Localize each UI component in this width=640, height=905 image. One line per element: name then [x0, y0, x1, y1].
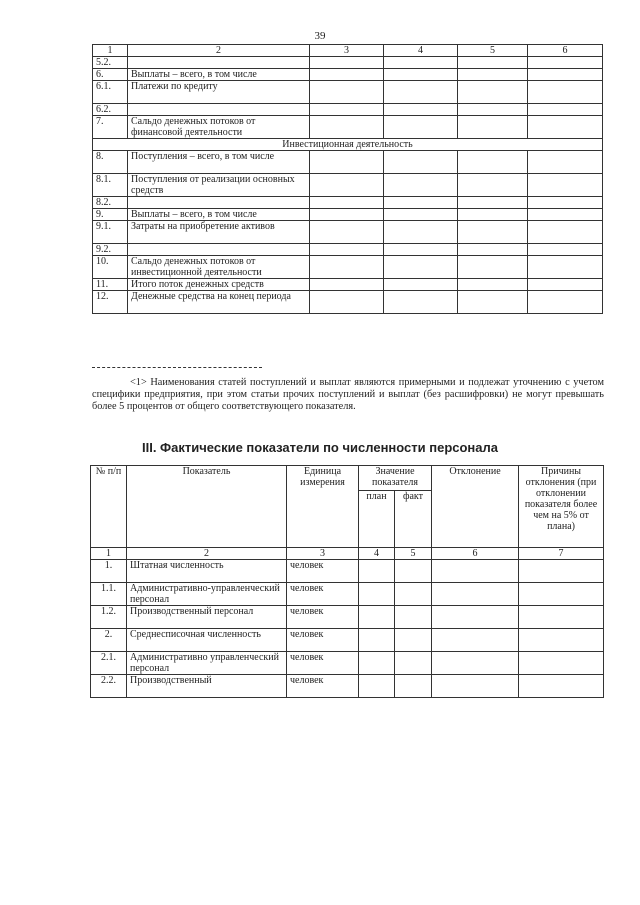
- table-row: [91, 675, 604, 698]
- row-number: 1.1.: [91, 583, 127, 606]
- row-name: Поступления – всего, в том числе: [128, 151, 310, 174]
- col-number: 2: [127, 548, 287, 560]
- table-row: [93, 197, 603, 209]
- row-name: Выплаты – всего, в том числе: [128, 69, 310, 81]
- row-number: 11.: [93, 279, 128, 291]
- row-name: Затраты на приобретение активов: [128, 221, 310, 244]
- table-row: [93, 151, 603, 174]
- row-unit: человек: [287, 652, 359, 675]
- row-unit: человек: [287, 560, 359, 583]
- row-name: Денежные средства на конец периода: [128, 291, 310, 314]
- col-number: 1: [93, 45, 128, 57]
- row-number: 6.2.: [93, 104, 128, 116]
- table-row: [93, 209, 603, 221]
- row-name: Итого поток денежных средств: [128, 279, 310, 291]
- row-number: 2.2.: [91, 675, 127, 698]
- row-name: Платежи по кредиту: [128, 81, 310, 104]
- col-number: 5: [395, 548, 432, 560]
- table-row: [93, 221, 603, 244]
- col-number: 6: [432, 548, 519, 560]
- row-number: 8.2.: [93, 197, 128, 209]
- row-unit: человек: [287, 583, 359, 606]
- row-number: 9.2.: [93, 244, 128, 256]
- col-number: 1: [91, 548, 127, 560]
- col-number: 7: [519, 548, 604, 560]
- row-name: Поступления от реализации основных средств: [128, 174, 310, 197]
- header-fact: факт: [395, 491, 432, 548]
- footnote-separator: [92, 367, 262, 368]
- row-number: 8.1.: [93, 174, 128, 197]
- row-number: 1.: [91, 560, 127, 583]
- row-unit: человек: [287, 606, 359, 629]
- table-row: [91, 652, 604, 675]
- row-number: 9.1.: [93, 221, 128, 244]
- header-value: Значение показателя: [359, 466, 432, 491]
- row-number: 2.1.: [91, 652, 127, 675]
- row-number: 12.: [93, 291, 128, 314]
- row-number: 9.: [93, 209, 128, 221]
- row-name: [128, 104, 310, 116]
- row-number: 6.1.: [93, 81, 128, 104]
- col-number: 3: [310, 45, 384, 57]
- table-row: [93, 174, 603, 197]
- row-number: 7.: [93, 116, 128, 139]
- table-row: [93, 279, 603, 291]
- table-row: [93, 104, 603, 116]
- row-name: Выплаты – всего, в том числе: [128, 209, 310, 221]
- column-number-row: [91, 548, 604, 560]
- page-number: 39: [314, 30, 326, 42]
- section-investment: Инвестиционная деятельность: [93, 139, 603, 151]
- header-plan: план: [359, 491, 395, 548]
- row-name: Производственный персонал: [127, 606, 287, 629]
- row-name: Сальдо денежных потоков от финансовой деятельности: [128, 116, 310, 139]
- row-name: [128, 197, 310, 209]
- row-name: Штатная численность: [127, 560, 287, 583]
- table-row: [93, 244, 603, 256]
- col-number: 2: [128, 45, 310, 57]
- footnote: <1> Наименования статей поступлений и выплат являются примерными и подлежат уточнению с учетом специфики предприятия, при этом статьи прочих поступлений и выплат (без расшифровки) не могут превышать более 5 процентов от общего соответствующего показателя.: [92, 377, 604, 412]
- section-title: III. Фактические показатели по численности персонала: [141, 440, 499, 455]
- staff-table: [90, 465, 604, 698]
- row-name: Среднесписочная численность: [127, 629, 287, 652]
- row-name: Административно-управленческий персонал: [127, 583, 287, 606]
- table-row: [93, 69, 603, 81]
- header-indicator: Показатель: [127, 466, 287, 548]
- row-number: 8.: [93, 151, 128, 174]
- col-number: 6: [528, 45, 603, 57]
- header-unit: Единица измерения: [287, 466, 359, 548]
- header-row: [91, 466, 604, 491]
- col-number: 4: [359, 548, 395, 560]
- row-number: 10.: [93, 256, 128, 279]
- table-row: [91, 560, 604, 583]
- table-row: [91, 583, 604, 606]
- row-name: [128, 244, 310, 256]
- header-deviation: Отклонение: [432, 466, 519, 548]
- table-row: [93, 291, 603, 314]
- table-row: [93, 256, 603, 279]
- row-name: [128, 57, 310, 69]
- table-row: [93, 57, 603, 69]
- row-name: Административно управленческий персонал: [127, 652, 287, 675]
- table-row: [93, 116, 603, 139]
- row-number: 2.: [91, 629, 127, 652]
- col-number: 4: [384, 45, 458, 57]
- table-row: [93, 81, 603, 104]
- row-number: 1.2.: [91, 606, 127, 629]
- header-num: № п/п: [91, 466, 127, 548]
- col-number: 3: [287, 548, 359, 560]
- row-number: 5.2.: [93, 57, 128, 69]
- row-unit: человек: [287, 675, 359, 698]
- section-row: [93, 139, 603, 151]
- column-number-row: [93, 45, 603, 57]
- table-row: [91, 606, 604, 629]
- row-name: Производственный: [127, 675, 287, 698]
- row-number: 6.: [93, 69, 128, 81]
- table-row: [91, 629, 604, 652]
- col-number: 5: [458, 45, 528, 57]
- row-name: Сальдо денежных потоков от инвестиционной деятельности: [128, 256, 310, 279]
- header-reasons: Причины отклонения (при отклонении показателя более чем на 5% от плана): [519, 466, 604, 548]
- row-unit: человек: [287, 629, 359, 652]
- cash-flow-table: [92, 44, 603, 314]
